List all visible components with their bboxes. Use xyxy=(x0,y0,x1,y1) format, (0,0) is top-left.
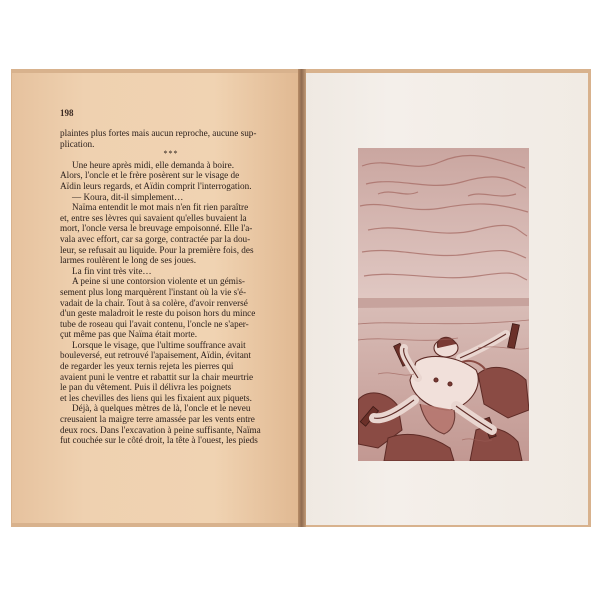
text-line: plaintes plus fortes mais aucun reproche, aucune sup- xyxy=(60,128,257,138)
text-line: leur, se refusait au liquide. Pour la première fois, des xyxy=(60,244,254,255)
page-text xyxy=(60,128,270,446)
text-line: Déjà, à quelques mètres de là, l'oncle et le neveu xyxy=(72,403,251,414)
text-line: vadait de la chair. Tout à sa colère, d'avoir renversé xyxy=(60,297,248,308)
text-line: fut couchée sur le côté droit, la tête à l'ouest, les pieds xyxy=(60,435,258,446)
text-line: Une heure après midi, elle demanda à boire. xyxy=(72,159,234,170)
section-separator: *** xyxy=(163,149,179,159)
text-line: tube de roseau qui l'avait contenu, l'oncle ne s'aper- xyxy=(60,318,249,329)
text-line: de regarder les yeux ternis rejeta les pierres qui xyxy=(60,361,234,372)
text-line: — Koura, dit-il simplement… xyxy=(72,191,184,202)
text-line: creusaient la maigre terre amassée par les vents entre xyxy=(60,414,255,425)
text-line: mort, l'oncle versa le breuvage empoisonné. Elle l'a- xyxy=(60,223,253,234)
text-line: bouleversé, eut retrouvé l'apaisement, Aïdin, évitant xyxy=(60,350,251,361)
text-line: Alors, l'oncle et le frère posèrent sur le visage de xyxy=(60,170,240,181)
text-line: vala avec effort, car sa gorge, contractée par la dou- xyxy=(60,233,251,244)
text-line: Lorsque le visage, que l'ultime souffrance avait xyxy=(72,339,246,350)
illustration-image xyxy=(358,148,529,461)
illustration-plate xyxy=(358,148,529,461)
text-line: A peine si une contorsion violente et un gémis- xyxy=(72,276,245,287)
text-line: plication. xyxy=(60,138,95,149)
text-line: le pan du vêtement. Puis il délivra les poignets xyxy=(60,382,232,393)
text-line: et, entre ses lèvres qui savaient qu'elles buvaient la xyxy=(60,212,247,223)
text-line: çut même pas que Naïma était morte. xyxy=(60,329,197,340)
text-line: deux rocs. Dans l'excavation à peine suffisante, Naïma xyxy=(60,424,261,435)
text-line: sement plus long marquèrent l'instant où la vie s'é- xyxy=(60,286,246,297)
text-line: Naïma entendit le mot mais n'en fit rien paraître xyxy=(72,202,249,213)
page-number: 198 xyxy=(60,108,74,118)
text-line: La fin vint très vite… xyxy=(72,265,152,276)
text-line: avaient puni le ventre et rabattit sur la chair meurtrie xyxy=(60,371,254,382)
book-gutter xyxy=(298,69,306,527)
text-line: et les chevilles des liens qui les fixaient aux piquets. xyxy=(60,392,252,403)
text-line: larmes roulèrent le long de ses joues. xyxy=(60,255,196,266)
text-line: Aïdin leurs regards, et Aïdin comprit l'interrogation. xyxy=(60,180,252,191)
text-line: d'un geste maladroit le reste du poison hors du mince xyxy=(60,308,256,319)
